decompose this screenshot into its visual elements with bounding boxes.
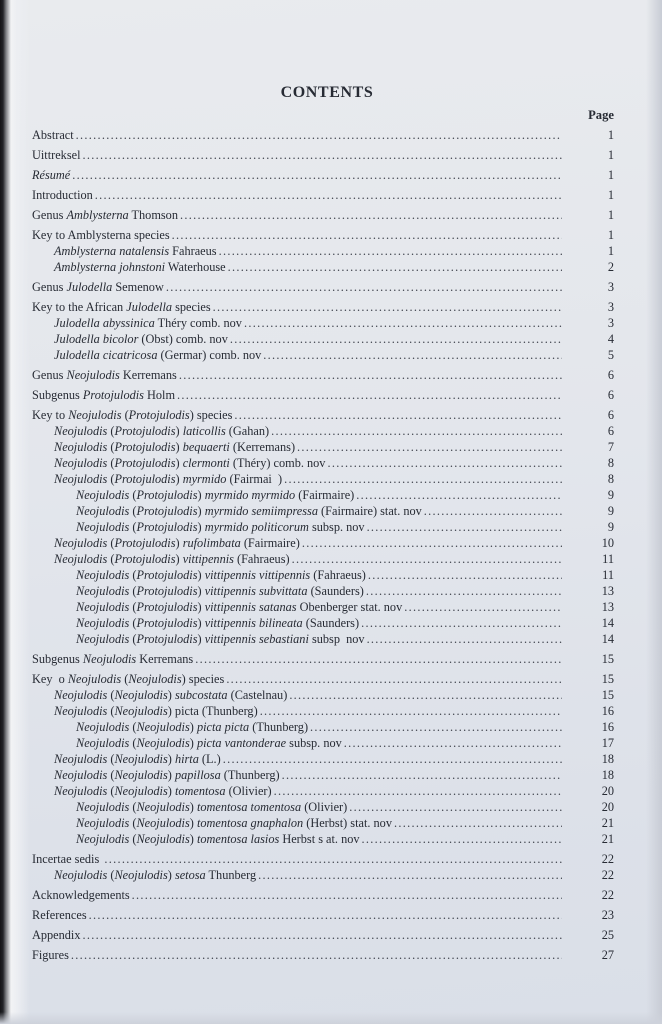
dot-leader	[344, 735, 562, 751]
dot-leader	[362, 831, 562, 847]
dot-leader	[219, 243, 562, 259]
dot-leader	[289, 687, 562, 703]
dot-leader	[367, 519, 562, 535]
toc-entry-page: 18	[601, 752, 614, 766]
toc-entry-page: 1	[607, 188, 614, 202]
dot-leader	[234, 407, 562, 423]
dot-leader	[89, 907, 562, 923]
toc-entry	[32, 947, 622, 963]
dot-leader	[104, 851, 562, 867]
toc-entry	[32, 927, 622, 943]
toc-entry-page: 15	[601, 688, 614, 702]
toc-entry-label: Subgenus Neojulodis Kerremans	[32, 652, 194, 666]
toc-entry	[32, 503, 622, 519]
dot-leader	[404, 599, 562, 615]
toc-entry-label: Neojulodis (Neojulodis) tomentosa tomentosa (Olivier)	[76, 800, 348, 814]
page-bottom-edge-shadow	[0, 1012, 662, 1024]
toc-entry-page: 27	[601, 948, 614, 962]
toc-entry-label: Uittreksel	[32, 148, 81, 162]
dot-leader	[226, 671, 562, 687]
toc-entry	[32, 615, 622, 631]
toc-entry-page: 22	[601, 852, 614, 866]
dot-leader	[76, 127, 562, 143]
toc-entry-label: Neojulodis (Neojulodis) papillosa (Thunberg)	[54, 768, 280, 782]
dot-leader	[230, 331, 562, 347]
toc-entry	[32, 567, 622, 583]
dot-leader	[368, 567, 562, 583]
dot-leader	[260, 703, 562, 719]
toc-entry-page: 4	[607, 332, 614, 346]
toc-entry-label: Neojulodis (Neojulodis) picta (Thunberg)	[54, 704, 258, 718]
toc-entry-label: Neojulodis (Protojulodis) laticollis (Gahan)	[54, 424, 270, 438]
toc-entry-label: Genus Neojulodis Kerremans	[32, 368, 177, 382]
toc-entry	[32, 167, 622, 183]
toc-entry-label: Key to the African Julodella species	[32, 300, 211, 314]
dot-leader	[292, 551, 562, 567]
toc-entry	[32, 299, 622, 315]
toc-entry-label: Amblysterna johnstoni Waterhouse	[54, 260, 226, 274]
toc-entry-page: 21	[601, 832, 614, 846]
toc-entry-label: Neojulodis (Neojulodis) tomentosa gnaphalon (Herbst) stat. nov	[76, 816, 392, 830]
toc-entry	[32, 815, 622, 831]
toc-entry	[32, 551, 622, 567]
toc-entry	[32, 887, 622, 903]
toc-entry	[32, 439, 622, 455]
dot-leader	[327, 455, 562, 471]
dot-leader	[172, 227, 562, 243]
toc-entry	[32, 767, 622, 783]
toc-entry-label: Neojulodis (Protojulodis) clermonti (Théry) comb. nov	[54, 456, 326, 470]
toc-entry	[32, 631, 622, 647]
toc-entry-label: Figures	[32, 948, 69, 962]
toc-entry-page: 8	[607, 472, 614, 486]
toc-entry	[32, 243, 622, 259]
dot-leader	[72, 167, 562, 183]
toc-entry-label: Neojulodis (Neojulodis) setosa Thunberg	[54, 868, 257, 882]
toc-entry-label: Neojulodis (Protojulodis) myrmido semiimpressa (Fairmaire) stat. nov	[76, 504, 422, 518]
toc-entry-page: 10	[601, 536, 614, 550]
toc-entry-label: Neojulodis (Protojulodis) myrmido politicorum subsp. nov	[76, 520, 365, 534]
toc-entry	[32, 831, 622, 847]
toc-entry-page: 14	[601, 616, 614, 630]
toc-entry-page: 1	[607, 128, 614, 142]
toc-entry-label: Julodella abyssinica Théry comb. nov	[54, 316, 242, 330]
toc-entry	[32, 535, 622, 551]
toc-entry	[32, 583, 622, 599]
dot-leader	[284, 471, 562, 487]
toc-entry-page: 6	[607, 424, 614, 438]
toc-entry-page: 23	[601, 908, 614, 922]
toc-entry-page: 9	[607, 504, 614, 518]
toc-entry-label: Acknowledgements	[32, 888, 130, 902]
toc-entry-label: Key to Neojulodis (Protojulodis) species	[32, 408, 233, 422]
toc-entry-label: Neojulodis (Neojulodis) picta picta (Thunberg)	[76, 720, 309, 734]
toc-entry-label: Amblysterna natalensis Fahraeus	[54, 244, 217, 258]
toc-entry-label: Julodella cicatricosa (Germar) comb. nov	[54, 348, 262, 362]
dot-leader	[366, 583, 562, 599]
toc-entry-label: Abstract	[32, 128, 74, 142]
toc-entry-page: 25	[601, 928, 614, 942]
toc-entry	[32, 651, 622, 667]
toc-entry-page: 21	[601, 816, 614, 830]
dot-leader	[228, 259, 562, 275]
toc-entry-label: References	[32, 908, 87, 922]
dot-leader	[95, 187, 562, 203]
page-right-edge-shadow	[646, 0, 662, 1024]
toc-entry	[32, 703, 622, 719]
dot-leader	[271, 423, 562, 439]
toc-entry-page: 16	[601, 704, 614, 718]
toc-entry-label: Neojulodis (Protojulodis) vittipennis satanas Obenberger stat. nov	[76, 600, 403, 614]
toc-entry-page: 7	[607, 440, 614, 454]
toc-entry-page: 9	[607, 488, 614, 502]
toc-entry-label: Neojulodis (Protojulodis) myrmido myrmido (Fairmaire)	[76, 488, 355, 502]
toc-entry-page: 8	[607, 456, 614, 470]
toc-entry-page: 6	[607, 368, 614, 382]
contents-page	[32, 84, 622, 963]
dot-leader	[310, 719, 562, 735]
toc-entry-page: 1	[607, 244, 614, 258]
contents-title: CONTENTS	[280, 84, 374, 101]
dot-leader	[195, 651, 562, 667]
toc-entry-page: 20	[601, 800, 614, 814]
toc-entry-label: Genus Amblysterna Thomson	[32, 208, 178, 222]
toc-entry	[32, 599, 622, 615]
toc-entry-page: 3	[607, 280, 614, 294]
toc-entry-page: 22	[601, 888, 614, 902]
toc-entry	[32, 187, 622, 203]
toc-entry	[32, 735, 622, 751]
toc-entry-label: Neojulodis (Protojulodis) vittipennis bilineata (Saunders)	[76, 616, 360, 630]
toc-entry-page: 15	[601, 652, 614, 666]
toc-entry-page: 6	[607, 408, 614, 422]
toc-entry	[32, 127, 622, 143]
toc-entry-page: 15	[601, 672, 614, 686]
toc-entry-page: 1	[607, 148, 614, 162]
dot-leader	[394, 815, 562, 831]
toc-entry-page: 18	[601, 768, 614, 782]
dot-leader	[274, 783, 562, 799]
dot-leader	[263, 347, 562, 363]
toc-entry-page: 6	[607, 388, 614, 402]
toc-entry	[32, 751, 622, 767]
toc-entry-label: Appendix	[32, 928, 81, 942]
toc-entry	[32, 387, 622, 403]
toc-entry-label: Key to Amblysterna species	[32, 228, 170, 242]
dot-leader	[166, 279, 562, 295]
toc-entry	[32, 227, 622, 243]
dot-leader	[223, 751, 562, 767]
toc-entry-label: Neojulodis (Protojulodis) vittipennis sebastiani subsp nov	[76, 632, 365, 646]
toc-list	[32, 127, 622, 963]
toc-entry	[32, 867, 622, 883]
dot-leader	[367, 631, 562, 647]
toc-entry-label: Neojulodis (Protojulodis) vittipennis (Fahraeus)	[54, 552, 290, 566]
toc-entry	[32, 347, 622, 363]
toc-entry-label: Incertae sedis	[32, 852, 103, 866]
toc-entry	[32, 851, 622, 867]
toc-entry	[32, 687, 622, 703]
dot-leader	[213, 299, 562, 315]
toc-entry-page: 11	[602, 568, 614, 582]
toc-entry	[32, 783, 622, 799]
toc-entry	[32, 331, 622, 347]
toc-entry-page: 17	[601, 736, 614, 750]
toc-entry-label: Résumé	[32, 168, 71, 182]
toc-entry-label: Neojulodis (Protojulodis) vittipennis subvittata (Saunders)	[76, 584, 364, 598]
dot-leader	[297, 439, 562, 455]
dot-leader	[258, 867, 562, 883]
toc-entry-page: 1	[607, 228, 614, 242]
dot-leader	[179, 367, 562, 383]
toc-entry-page: 9	[607, 520, 614, 534]
toc-entry-page: 1	[607, 208, 614, 222]
toc-entry-page: 2	[607, 260, 614, 274]
toc-entry-label: Neojulodis (Protojulodis) vittipennis vittipennis (Fahraeus)	[76, 568, 366, 582]
toc-entry-label: Subgenus Protojulodis Holm	[32, 388, 176, 402]
book-binding-edge	[0, 0, 30, 1024]
toc-entry	[32, 147, 622, 163]
toc-entry-page: 13	[601, 600, 614, 614]
dot-leader	[349, 799, 562, 815]
dot-leader	[244, 315, 562, 331]
toc-entry-page: 1	[607, 168, 614, 182]
toc-entry-page: 20	[601, 784, 614, 798]
toc-entry	[32, 519, 622, 535]
toc-entry-page: 11	[602, 552, 614, 566]
toc-entry-label: Julodella bicolor (Obst) comb. nov	[54, 332, 228, 346]
toc-entry	[32, 207, 622, 223]
dot-leader	[71, 947, 562, 963]
toc-entry	[32, 671, 622, 687]
toc-entry-page: 3	[607, 316, 614, 330]
toc-entry	[32, 279, 622, 295]
toc-entry	[32, 799, 622, 815]
dot-leader	[180, 207, 562, 223]
toc-entry	[32, 259, 622, 275]
toc-entry-label: Neojulodis (Protojulodis) bequaerti (Kerremans)	[54, 440, 296, 454]
toc-entry-label: Neojulodis (Neojulodis) hirta (L.)	[54, 752, 221, 766]
toc-entry	[32, 315, 622, 331]
toc-entry-label: Neojulodis (Protojulodis) myrmido (Fairmai )	[54, 472, 283, 486]
toc-entry	[32, 423, 622, 439]
toc-entry-label: Neojulodis (Neojulodis) tomentosa lasios Herbst s at. nov	[76, 832, 360, 846]
toc-entry	[32, 907, 622, 923]
dot-leader	[132, 887, 562, 903]
toc-entry-label: Neojulodis (Neojulodis) subcostata (Castelnau)	[54, 688, 288, 702]
toc-entry-label: Key o Neojulodis (Neojulodis) species	[32, 672, 225, 686]
toc-entry	[32, 455, 622, 471]
toc-entry-page: 13	[601, 584, 614, 598]
page-column-header-row	[32, 108, 622, 123]
dot-leader	[361, 615, 562, 631]
toc-entry-page: 3	[607, 300, 614, 314]
toc-entry-label: Introduction	[32, 188, 93, 202]
toc-entry-page: 5	[607, 348, 614, 362]
toc-entry-label: Neojulodis (Protojulodis) rufolimbata (Fairmaire)	[54, 536, 300, 550]
dot-leader	[282, 767, 562, 783]
dot-leader	[83, 147, 563, 163]
toc-entry-page: 22	[601, 868, 614, 882]
dot-leader	[356, 487, 562, 503]
toc-entry-page: 14	[601, 632, 614, 646]
toc-entry-label: Neojulodis (Neojulodis) picta vantonderae subsp. nov	[76, 736, 342, 750]
page-column-header: Page	[588, 108, 614, 122]
toc-entry-label: Genus Julodella Semenow	[32, 280, 164, 294]
dot-leader	[302, 535, 562, 551]
toc-entry	[32, 367, 622, 383]
toc-entry	[32, 471, 622, 487]
dot-leader	[83, 927, 563, 943]
toc-entry-page: 16	[601, 720, 614, 734]
toc-entry	[32, 719, 622, 735]
dot-leader	[177, 387, 562, 403]
toc-entry	[32, 407, 622, 423]
toc-entry	[32, 487, 622, 503]
dot-leader	[424, 503, 562, 519]
toc-entry-label: Neojulodis (Neojulodis) tomentosa (Olivier)	[54, 784, 272, 798]
